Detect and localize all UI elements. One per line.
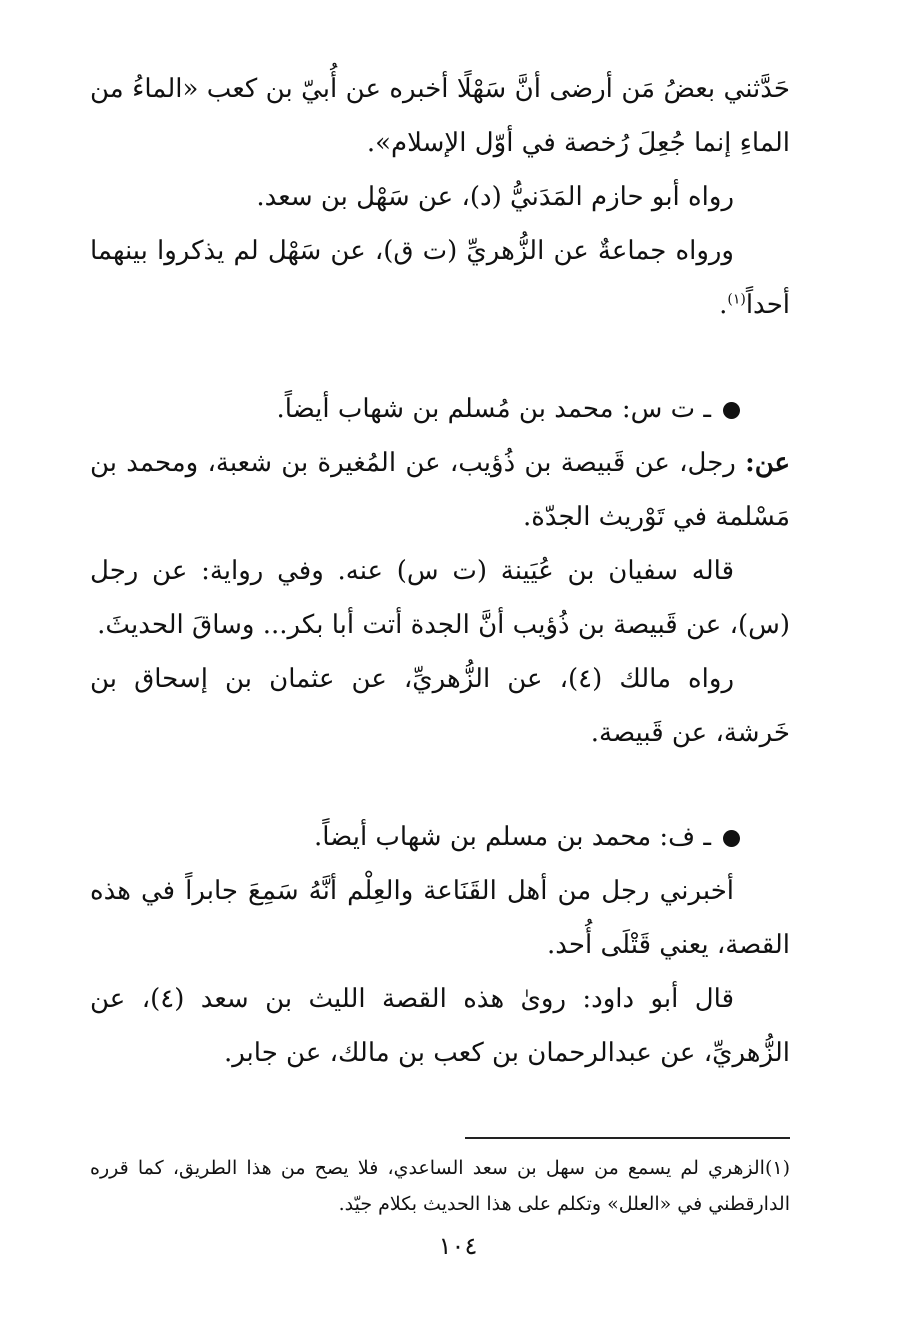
paragraph-an <box>90 436 790 544</box>
paragraph-abu-dawud: قال أبو داود: روىٰ هذه القصة الليث بن سعد (٤)، عن الزُّهريِّ، عن عبدالرحمان بن كعب بن مالك، عن جابر. <box>90 984 790 1068</box>
entry-heading-text: ـ ت س: محمد بن مُسلم بن شهاب أيضاً. <box>276 394 711 424</box>
paragraph-sufyan: قاله سفيان بن عُيَينة (ت س) عنه. وفي رواية: عن رجل (س)، عن قَبيصة بن ذُؤيب أنَّ الجدة أتت أبا بكر... وساقَ الحديثَ. <box>90 556 790 640</box>
page-number: ١٠٤ <box>438 1232 478 1260</box>
entry-heading-f <box>90 810 790 864</box>
paragraph-end-mark: . <box>719 290 728 320</box>
label-an: عن: <box>745 448 790 478</box>
paragraph-an-text: رجل، عن قَبيصة بن ذُؤيب، عن المُغيرة بن شعبة، ومحمد بن مَسْلمة في تَوْريث الجدّة. <box>90 448 790 532</box>
section-gap <box>90 332 790 382</box>
paragraph-akhbarani: أخبرني رجل من أهل القَنَاعة والعِلْم أنَّهُ سَمِعَ جابراً في هذه القصة، يعني قَتْلَى أُحد. <box>90 876 790 960</box>
entry-heading-text: ـ ف: محمد بن مسلم بن شهاب أيضاً. <box>313 822 711 852</box>
footnote-ref[interactable]: (١) <box>727 291 746 308</box>
page-body <box>90 62 790 1080</box>
bullet-icon <box>723 830 740 847</box>
paragraph-riwaya-abu-hazim: رواه أبو حازم المَدَنيُّ (د)، عن سَهْل بن سعد. <box>256 182 734 212</box>
bullet-icon <box>723 402 740 419</box>
footnote-1: (١)الزهري لم يسمع من سهل بن سعد الساعدي، فلا يصح من هذا الطريق، كما قرره الدارقطني في «العلل» وتكلم على هذا الحديث بكلام جيّد. <box>90 1157 790 1215</box>
entry-heading-t-s <box>90 382 790 436</box>
section-gap <box>90 760 790 810</box>
footnote-divider <box>465 1137 790 1139</box>
paragraph-hadith-text: حَدَّثني بعضُ مَن أرضى أنَّ سَهْلًا أخبره عن أُبيّ بن كعب «الماءُ من الماءِ إنما جُعِلَ رُخصة في أوّل الإسلام». <box>90 74 790 158</box>
paragraph-malik: رواه مالك (٤)، عن الزُّهريِّ، عن عثمان بن إسحاق بن خَرشة، عن قَبيصة. <box>90 664 790 748</box>
footnote-section <box>90 1150 790 1222</box>
paragraph-riwaya-jamaa-text: ورواه جماعةٌ عن الزُّهريِّ (ت ق)، عن سَهْل لم يذكروا بينهما أحداً <box>90 236 790 320</box>
paragraph-riwaya-jamaa <box>90 224 790 332</box>
